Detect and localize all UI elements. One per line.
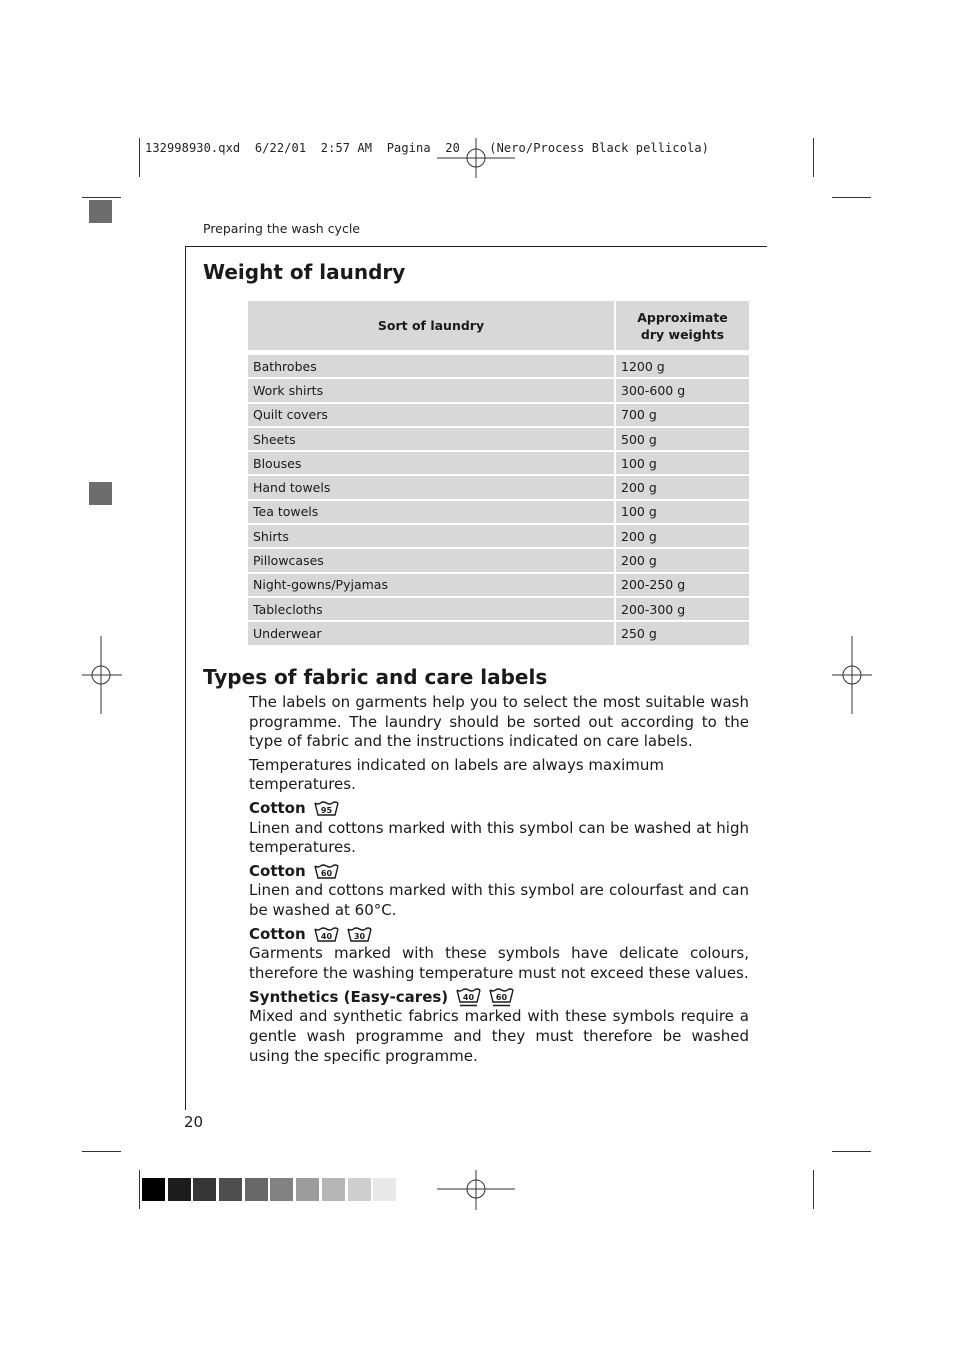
laundry-item: Tea towels [248, 500, 615, 524]
side-marker [89, 200, 112, 223]
registration-mark-icon [437, 1170, 515, 1210]
laundry-item: Sheets [248, 427, 615, 451]
table-row [248, 451, 749, 475]
color-bar [142, 1178, 399, 1201]
page-number: 20 [184, 1113, 204, 1131]
weight-title: Weight of laundry [203, 260, 406, 284]
registration-mark-icon [832, 636, 872, 714]
color-swatch [245, 1178, 268, 1201]
table-row [248, 475, 749, 499]
fabric-title: Types of fabric and care labels [203, 665, 548, 689]
laundry-weight: 1200 g [615, 355, 749, 378]
fabric-body [249, 693, 749, 1070]
color-swatch [142, 1178, 165, 1201]
care-label-name: Synthetics (Easy-cares) [249, 987, 449, 1006]
weight-header [615, 301, 749, 350]
laundry-item: Blouses [248, 451, 615, 475]
table-row [248, 524, 749, 548]
crop-mark [813, 1170, 814, 1209]
color-swatch [348, 1178, 371, 1201]
laundry-weight: 100 g [615, 500, 749, 524]
laundry-weight: 200-250 g [615, 573, 749, 597]
care-label-description: Linen and cottons marked with this symbol are colourfast and can be washed at 60°C. [249, 881, 749, 919]
crop-mark [832, 1151, 871, 1152]
wash-95-icon [314, 800, 339, 817]
print-slug: 132998930.qxd 6/22/01 2:57 AM Pagina 20 (Nero/Process Black pellicola) [145, 141, 709, 155]
color-swatch [219, 1178, 242, 1201]
wash-30-icon [347, 926, 372, 943]
care-label-name: Cotton [249, 924, 306, 943]
care-label-name: Cotton [249, 861, 306, 880]
color-swatch [193, 1178, 216, 1201]
table-row [248, 355, 749, 378]
laundry-weight: 200 g [615, 524, 749, 548]
section-header: Preparing the wash cycle [203, 221, 360, 236]
color-swatch [322, 1178, 345, 1201]
fabric-intro: The labels on garments help you to select the most suitable wash programme. The laundry should be sorted out according to the type of fabric and the instructions indicated on care labels. [249, 693, 749, 751]
crop-mark [82, 197, 121, 198]
color-swatch [168, 1178, 191, 1201]
weight-header-line1: Approximate [637, 309, 728, 325]
laundry-weight: 200 g [615, 548, 749, 572]
laundry-item: Night-gowns/Pyjamas [248, 573, 615, 597]
laundry-weight: 100 g [615, 451, 749, 475]
care-label-description: Garments marked with these symbols have delicate colours, therefore the washing temperature must not exceed these values. [249, 944, 749, 982]
laundry-item: Tablecloths [248, 597, 615, 621]
laundry-weight: 500 g [615, 427, 749, 451]
registration-mark-icon [82, 636, 122, 714]
table-row [248, 403, 749, 427]
svg-text:60: 60 [320, 869, 332, 879]
laundry-item: Shirts [248, 524, 615, 548]
registration-mark-icon [437, 138, 515, 178]
table-row [248, 597, 749, 621]
wash-40-icon [314, 926, 339, 943]
care-label-heading [249, 987, 749, 1007]
laundry-item: Underwear [248, 621, 615, 645]
laundry-weight: 700 g [615, 403, 749, 427]
side-marker [89, 482, 112, 505]
table-row [248, 573, 749, 597]
crop-mark [139, 1170, 140, 1209]
laundry-item: Hand towels [248, 475, 615, 499]
wash-40-synthetic-icon [456, 987, 481, 1007]
wash-60-synthetic-icon [489, 987, 514, 1007]
care-label-heading [249, 925, 749, 945]
margin-rule [185, 246, 186, 1110]
weight-table [248, 301, 749, 647]
table-row [248, 548, 749, 572]
laundry-weight: 200-300 g [615, 597, 749, 621]
laundry-item: Work shirts [248, 378, 615, 402]
laundry-weight: 250 g [615, 621, 749, 645]
temperature-note: Temperatures indicated on labels are always maximum temperatures. [249, 755, 664, 794]
crop-mark [139, 138, 140, 177]
laundry-item: Pillowcases [248, 548, 615, 572]
color-swatch [373, 1178, 396, 1201]
care-label-description: Linen and cottons marked with this symbol can be washed at high temperatures. [249, 818, 749, 857]
crop-mark [813, 138, 814, 177]
svg-text:95: 95 [320, 806, 332, 816]
svg-text:40: 40 [320, 931, 332, 941]
header-rule [185, 246, 767, 247]
table-row [248, 427, 749, 451]
care-label-heading [249, 862, 749, 882]
laundry-weight: 300-600 g [615, 378, 749, 402]
table-row [248, 378, 749, 402]
laundry-item: Bathrobes [248, 355, 615, 378]
laundry-item: Quilt covers [248, 403, 615, 427]
care-label-heading [249, 799, 749, 819]
svg-text:60: 60 [496, 993, 508, 1003]
color-swatch [270, 1178, 293, 1201]
color-swatch [296, 1178, 319, 1201]
sort-header: Sort of laundry [248, 301, 615, 350]
care-label-description: Mixed and synthetic fabrics marked with these symbols require a gentle wash programme and they must therefore be washed using the specific programme. [249, 1007, 749, 1065]
care-label-name: Cotton [249, 798, 306, 817]
weight-header-line2: dry weights [640, 326, 725, 342]
table-row [248, 500, 749, 524]
table-row [248, 621, 749, 645]
wash-60-icon [314, 863, 339, 880]
crop-mark [832, 197, 871, 198]
care-label-list [249, 799, 749, 1066]
svg-text:30: 30 [353, 931, 365, 941]
crop-mark [82, 1151, 121, 1152]
laundry-weight: 200 g [615, 475, 749, 499]
svg-text:40: 40 [463, 993, 475, 1003]
